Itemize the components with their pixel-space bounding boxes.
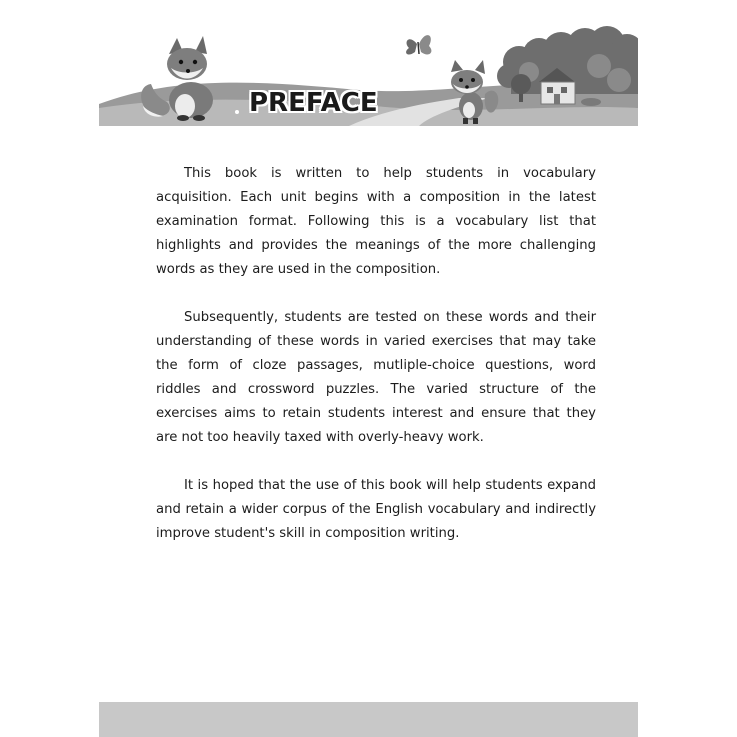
page xyxy=(99,24,638,737)
page-title: PREFACE xyxy=(249,88,378,118)
paragraph-3: It is hoped that the use of this book will help students expand and retain a wider corpus of the English vocabulary and indirectly improve student's skill in composition writing. xyxy=(156,478,596,541)
footer-bar xyxy=(99,702,638,737)
paragraph-1: This book is written to help students in vocabulary acquisition. Each unit begins with a composition in the latest examination format. Following this is a vocabulary list that highlights and provides the meanings of the more challenging words as they are used in the composition. xyxy=(156,166,596,277)
header-banner xyxy=(99,24,638,126)
preface-body xyxy=(156,162,596,570)
paragraph-2: Subsequently, students are tested on these words and their understanding of these words in varied exercises that may take the form of cloze passages, mutliple-choice questions, word riddles and crossword puzzles. The varied structure of the exercises aims to retain students interest and ensure that they are not too heavily taxed with overly-heavy work. xyxy=(156,310,596,445)
